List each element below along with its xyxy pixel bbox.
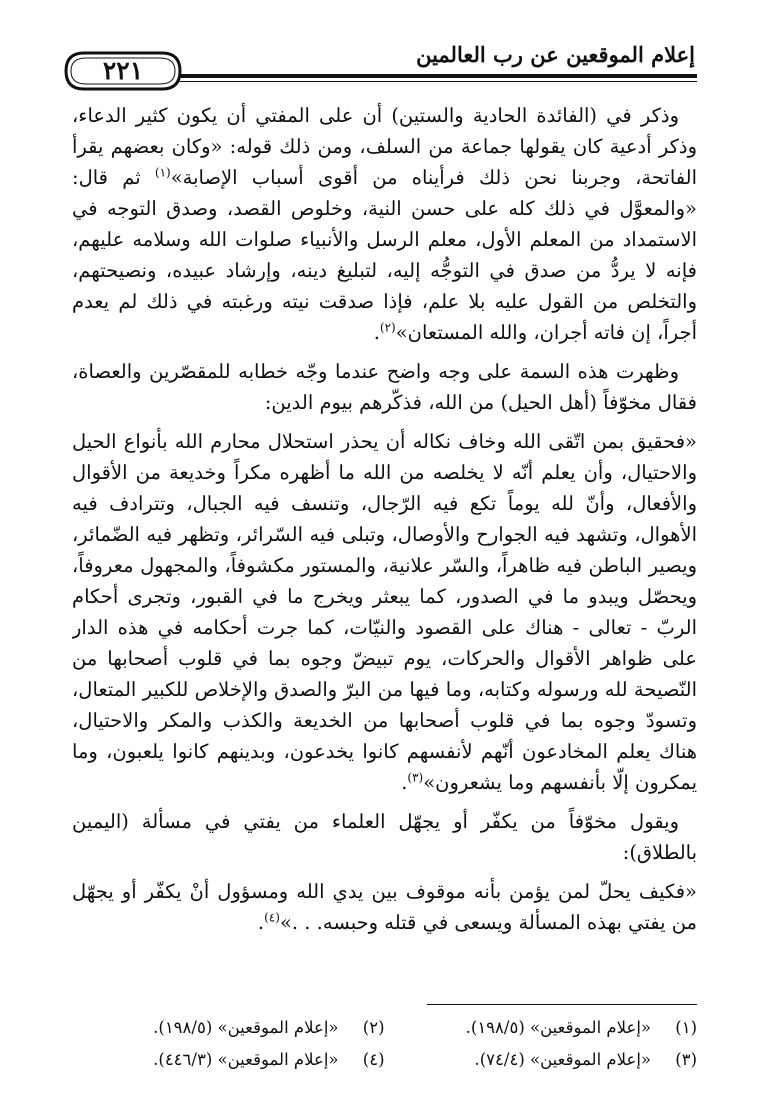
page-number: ٢٢١	[102, 56, 144, 85]
paragraph-3-quote	[72, 426, 697, 798]
footnote-ref-3[interactable]: (٣)	[407, 770, 424, 785]
paragraph-5-text-a: «فكيف يحلّ لمن يؤمن بأنه موقوف بين يدي الله ومسؤول أنْ يكفّر أو يجهّل من يفتي بهذه المسألة ويسعى في قتله وحبسه. . .»	[72, 880, 697, 934]
paragraph-1-text-a: وذكر في (الفائدة الحادية والستين) أن على المفتي أن يكون كثير الدعاء، وذكر أدعية كان يقولها جماعة من السلف، ومن ذلك قوله: «وكان بعضهم يقرأ الفاتحة، وجربنا نحن ذلك فرأيناه من أقوى أسباب الإصابة»	[72, 104, 697, 189]
running-title: إعلام الموقعين عن رب العالمين	[416, 42, 695, 67]
footnote-2-text: «إعلام الموقعين» (١٩٨/٥).	[153, 1018, 339, 1037]
footnote-4-number: (٤)	[362, 1050, 385, 1069]
paragraph-1-text-c: .	[373, 321, 380, 344]
footnote-3-number: (٣)	[675, 1050, 697, 1069]
footnote-1	[385, 1012, 698, 1044]
page-header	[0, 0, 757, 100]
footnotes	[72, 1012, 697, 1088]
paragraph-4: ويقول مخوّفاً من يكفّر أو يجهّل العلماء من يفتي في مسألة (اليمين بالطلاق):	[72, 810, 697, 864]
main-text	[72, 100, 697, 980]
footnote-1-number: (١)	[675, 1018, 697, 1037]
footnote-3	[385, 1044, 698, 1076]
footnote-row	[72, 1012, 697, 1044]
paragraph-1-text-b: ثم قال: «والمعوَّل في ذلك كله على حسن النية، وخلوص القصد، وصدق التوجه في الاستمداد من المعلم الأول، معلم الرسل والأنبياء صلوات الله وسلامه عليهم، فإنه لا يردُّ من صدق في التوجُّه إليه، لتبليغ دينه، وإرشاد عبيده، ونصيحتهم، والتخلص من القول عليه بلا علم، فإذا صدقت نيته ورغبته في ذلك لم يعدم أجراً، إن فاته أجران، والله المستعان»	[72, 166, 697, 344]
header-rule-thick	[160, 74, 697, 78]
paragraph-1	[72, 100, 697, 348]
footnote-2-number: (٢)	[362, 1018, 385, 1037]
footnote-3-text: «إعلام الموقعين» (٧٤/٤).	[474, 1050, 651, 1069]
paragraph-3-text-c: .	[401, 771, 408, 794]
footnote-ref-4[interactable]: (٤)	[264, 910, 280, 925]
footnote-ref-1[interactable]: (١)	[154, 165, 171, 180]
paragraph-3-text-a: «فحقيق بمن اتّقى الله وخاف نكاله أن يحذر استحلال محارم الله بأنواع الحيل والاحتيال، وأن يعلم أنّه لا يخلصه من الله ما أظهره مكراً وخديعة من الأقوال والأفعال، وأنّ لله يوماً تكع فيه الرّجال، وتنسف فيه الجبال، وتترادف فيه الأهوال، وتشهد فيه الجوارح والأوصال، وتبلى فيه السّرائر، وتظهر فيه الضّمائر، ويصير الباطن فيه ظاهراً، والسّر علانية، والمستور مكشوفاً، والمجهول معروفاً، ويحصّل ويبدو ما في الصدور، كما يبعثر ويخرج ما في القبور، وتجرى أحكام الربّ - تعالى - هناك على القصود والنيّات، كما جرت أحكامه في هذه الدار على ظواهر الأقوال والحركات، يوم تبيضّ وجوه بما في قلوب أصحابها من النّصيحة لله ورسوله وكتابه، وما فيها من البرّ والصدق والإخلاص للكبير المتعال، وتسودّ وجوه بما في قلوب أصحابها من الخديعة والكذب والمكر والاحتيال، هناك يعلم المخادعون أنّهم لأنفسهم كانوا يخدعون، وبدينهم كانوا يلعبون، وما يمكرون إلّا بأنفسهم وما يشعرون»	[72, 430, 697, 794]
footnote-2	[72, 1012, 385, 1044]
footnote-1-text: «إعلام الموقعين» (١٩٨/٥).	[465, 1018, 651, 1037]
footnote-4-text: «إعلام الموقعين» (٤٤٦/٣).	[153, 1050, 339, 1069]
footnote-separator	[427, 1004, 697, 1005]
footnote-row	[72, 1044, 697, 1076]
paragraph-5-text-c: .	[257, 911, 265, 934]
header-rule-thin	[160, 81, 697, 82]
footnote-ref-2[interactable]: (٢)	[379, 320, 396, 335]
paragraph-2: وظهرت هذه السمة على وجه واضح عندما وجّه خطابه للمقصّرين والعصاة، فقال مخوّفاً (أهل الحيل) من الله، فذكّرهم بيوم الدين:	[72, 360, 697, 414]
paragraph-5-quote	[72, 876, 697, 938]
footnote-4	[72, 1044, 385, 1076]
